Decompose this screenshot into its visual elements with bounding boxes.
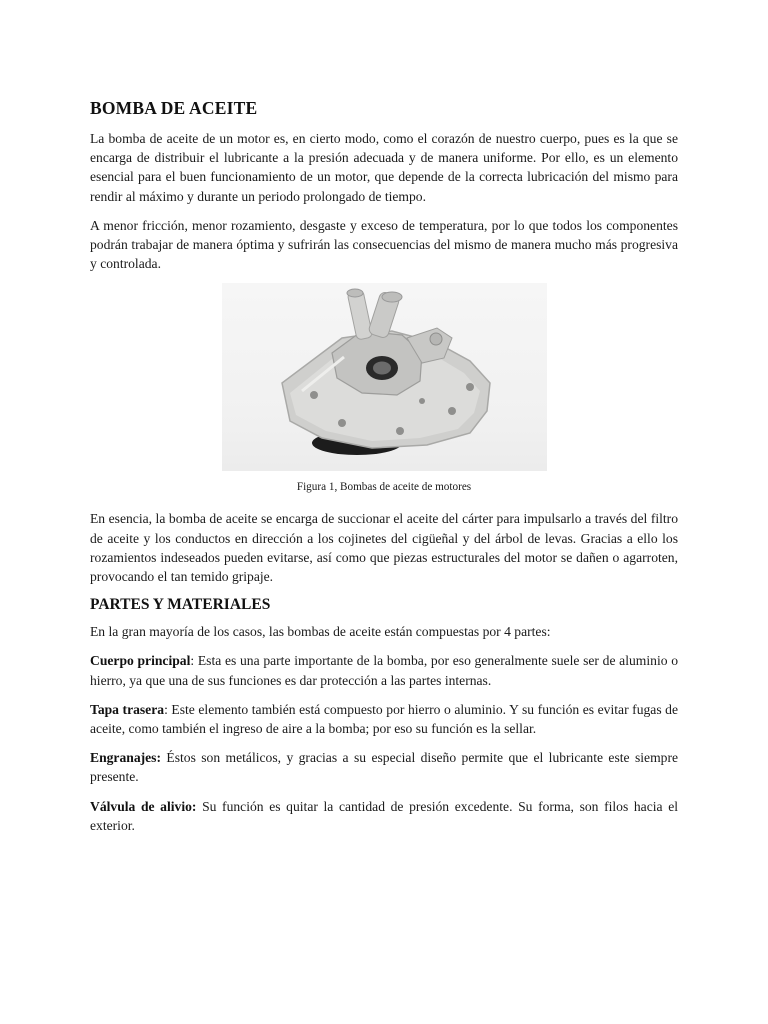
part-sep: : — [164, 701, 168, 717]
part-text: Esta es una parte importante de la bomba, por eso generalmente suele ser de aluminio o hierro, ya que una de sus funciones es dar protección a las partes internas. — [90, 653, 679, 688]
page-title: BOMBA DE ACEITE — [90, 98, 258, 118]
document-body — [90, 98, 678, 845]
part-text: Este elemento también está compuesto por hierro o aluminio. Y su función es evitar fugas de aceite, como también el ingreso de aire a la bomba; por eso su función es la sellar. — [90, 701, 679, 737]
body-paragraph: En esencia, la bomba de aceite se encarga de succionar el aceite del cárter para impulsarlo a través del filtro de aceite y los conductos en dirección a los cojinetes del cigüeñal y del árbol de levas. Gracias a ello los rozamientos indeseados pueden evitarse, así como que piezas estructurales del motor se dañen o agarroten, provocando el tan temido gripaje. — [90, 511, 678, 585]
part-item-tapa-trasera — [90, 700, 678, 738]
section-intro: En la gran mayoría de los casos, las bombas de aceite están compuestas por 4 partes: — [90, 624, 551, 640]
figure-1 — [90, 283, 678, 493]
part-term: Tapa trasera — [90, 701, 165, 717]
part-sep: : — [190, 653, 195, 669]
oil-pump-illustration — [222, 283, 547, 471]
part-item-engranajes — [90, 748, 678, 786]
part-term: Engranajes: — [90, 750, 161, 766]
part-item-cuerpo-principal — [90, 651, 678, 689]
part-term: Cuerpo principal — [90, 653, 191, 669]
section-heading: PARTES Y MATERIALES — [90, 596, 271, 614]
part-item-valvula-de-alivio — [90, 797, 678, 835]
oil-pump-photo — [222, 283, 547, 471]
part-text: Éstos son metálicos, y gracias a su especial diseño permite que el lubricante este siempre presente. — [90, 750, 678, 785]
part-text: Su función es quitar la cantidad de presión excedente. Su forma, son filos hacia el exterior. — [90, 798, 679, 833]
figure-caption: Figura 1, Bombas de aceite de motores — [296, 481, 472, 494]
part-term: Válvula de alivio: — [90, 798, 197, 814]
intro-paragraph-2: A menor fricción, menor rozamiento, desgaste y exceso de temperatura, por lo que todos los componentes podrán trabajar de manera óptima y sufrirán las consecuencias del mismo de manera mucho más progresiva y controlada. — [90, 217, 678, 272]
intro-paragraph-1: La bomba de aceite de un motor es, en cierto modo, como el corazón de nuestro cuerpo, pues es la que se encarga de distribuir el lubricante a la presión adecuada y de manera uniforme. Por ello, es un elemento esencial para el buen funcionamiento de un motor, que depende de la correcta lubricación del mismo para rendir al máximo y durante un periodo prolongado de tiempo. — [90, 131, 678, 204]
